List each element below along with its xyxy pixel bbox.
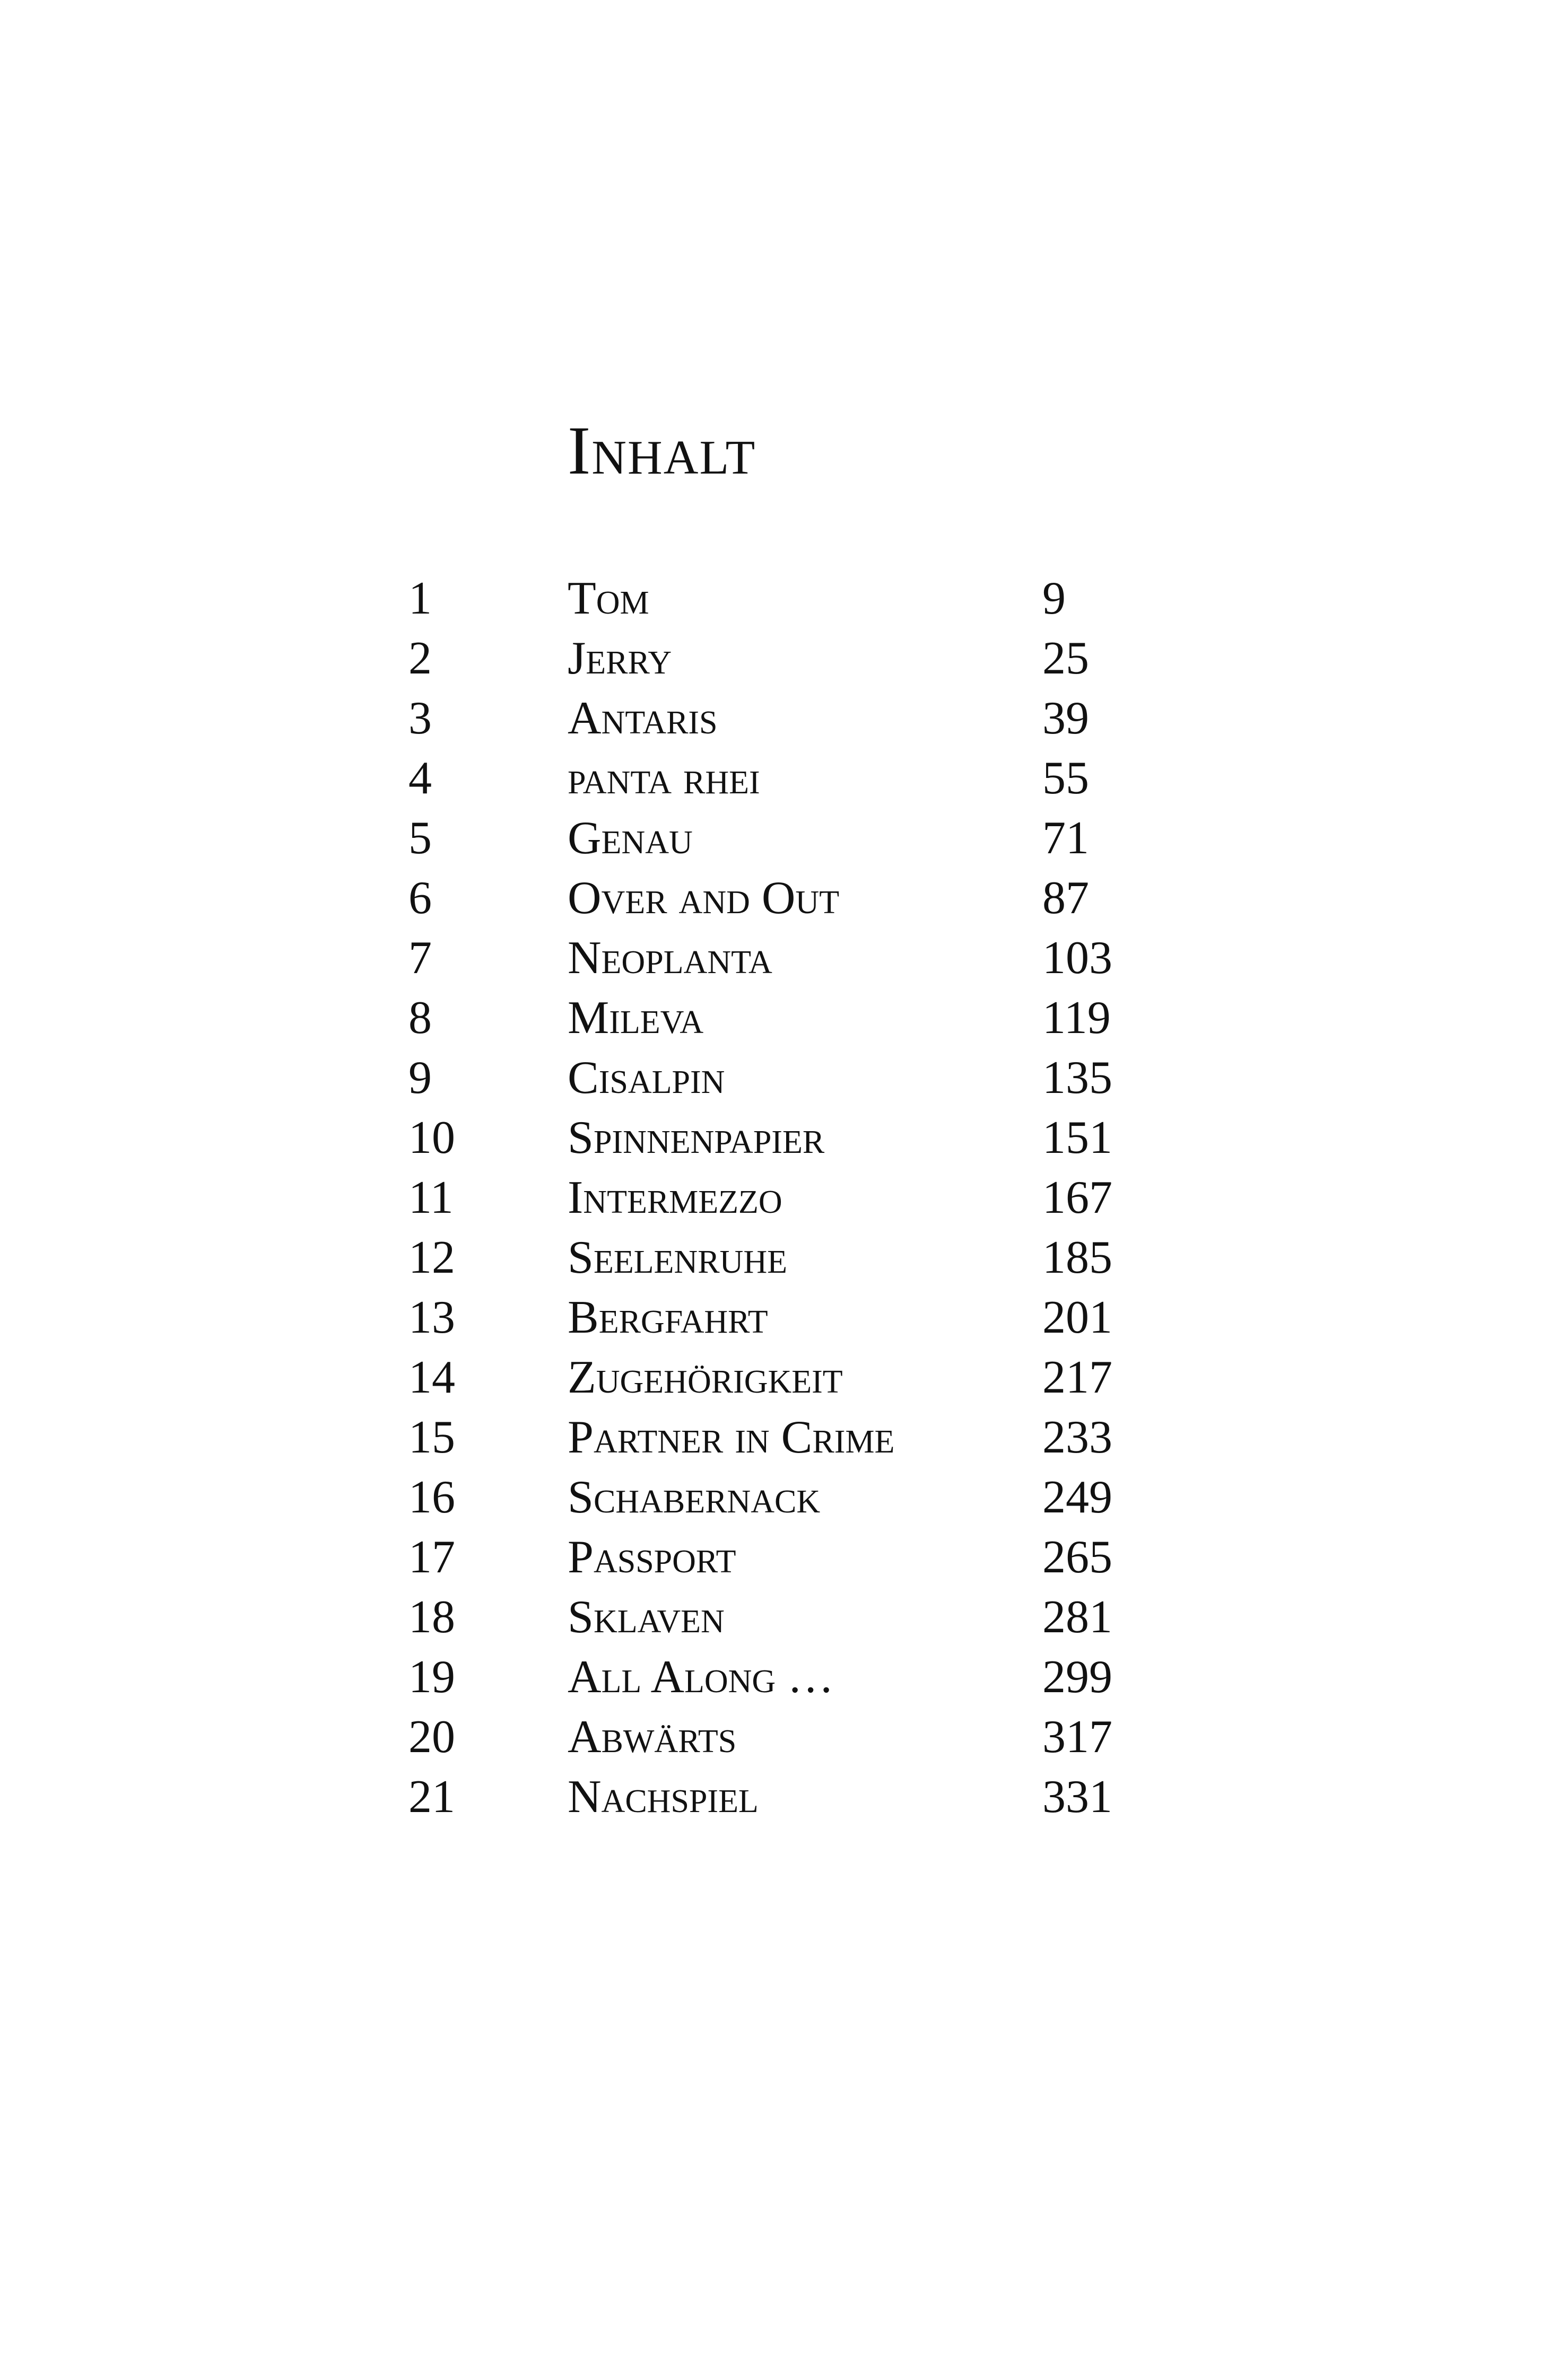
chapter-title: Partner in Crime (568, 1412, 895, 1463)
page-number: 281 (1042, 1591, 1112, 1643)
chapter-number: 7 (408, 932, 432, 984)
chapter-number: 17 (408, 1532, 455, 1583)
chapter-title: Intermezzo (568, 1172, 782, 1223)
chapter-title: All Along … (568, 1651, 834, 1703)
chapter-title: Zugehörigkeit (568, 1352, 843, 1403)
page-number: 217 (1042, 1352, 1112, 1403)
page-number: 71 (1042, 812, 1089, 864)
page-number: 103 (1042, 932, 1112, 984)
page-number: 233 (1042, 1412, 1112, 1463)
chapter-title: Spinnenpapier (568, 1112, 825, 1163)
chapter-title: panta rhei (568, 752, 760, 804)
toc-entry (0, 808, 1567, 868)
page-number: 55 (1042, 752, 1089, 804)
chapter-number: 8 (408, 992, 432, 1044)
page-number: 39 (1042, 693, 1089, 744)
toc-entry (0, 568, 1567, 628)
chapter-number: 4 (408, 752, 432, 804)
chapter-number: 9 (408, 1052, 432, 1104)
chapter-title: Nachspiel (568, 1771, 759, 1823)
page-title: Inhalt (568, 413, 756, 489)
toc-entry (0, 1108, 1567, 1168)
toc-entry (0, 1647, 1567, 1707)
toc-entry (0, 928, 1567, 988)
toc-entry (0, 868, 1567, 928)
chapter-number: 15 (408, 1412, 455, 1463)
page-number: 201 (1042, 1292, 1112, 1343)
page-number: 317 (1042, 1711, 1112, 1763)
chapter-number: 2 (408, 633, 432, 684)
chapter-number: 1 (408, 573, 432, 624)
page-number: 9 (1042, 573, 1066, 624)
toc-entry (0, 1348, 1567, 1407)
toc-entry (0, 1467, 1567, 1527)
toc-entry (0, 1707, 1567, 1767)
chapter-number: 21 (408, 1771, 455, 1823)
chapter-title: Antaris (568, 693, 718, 744)
chapter-title: Passport (568, 1532, 736, 1583)
chapter-title: Bergfahrt (568, 1292, 768, 1343)
chapter-number: 20 (408, 1711, 455, 1763)
chapter-number: 14 (408, 1352, 455, 1403)
table-of-contents (0, 568, 1567, 1827)
chapter-number: 13 (408, 1292, 455, 1343)
toc-entry (0, 1407, 1567, 1467)
toc-entry (0, 988, 1567, 1048)
page-number: 151 (1042, 1112, 1112, 1163)
chapter-title: Neoplanta (568, 932, 772, 984)
chapter-title: Tom (568, 573, 649, 624)
toc-entry (0, 628, 1567, 688)
toc-entry (0, 1048, 1567, 1108)
toc-entry (0, 748, 1567, 808)
page-number: 265 (1042, 1532, 1112, 1583)
toc-entry (0, 1228, 1567, 1288)
chapter-title: Abwärts (568, 1711, 737, 1763)
chapter-title: Sklaven (568, 1591, 725, 1643)
chapter-number: 12 (408, 1232, 455, 1283)
page-number: 299 (1042, 1651, 1112, 1703)
page-number: 87 (1042, 872, 1089, 924)
chapter-title: Mileva (568, 992, 704, 1044)
chapter-title: Jerry (568, 633, 672, 684)
chapter-number: 6 (408, 872, 432, 924)
chapter-title: Genau (568, 812, 693, 864)
toc-entry (0, 1288, 1567, 1348)
page-number: 135 (1042, 1052, 1112, 1104)
chapter-title: Cisalpin (568, 1052, 725, 1104)
chapter-title: Seelenruhe (568, 1232, 787, 1283)
page-number: 25 (1042, 633, 1089, 684)
chapter-number: 10 (408, 1112, 455, 1163)
toc-entry (0, 1587, 1567, 1647)
toc-entry (0, 688, 1567, 748)
page-number: 249 (1042, 1472, 1112, 1523)
toc-entry (0, 1527, 1567, 1587)
toc-entry (0, 1767, 1567, 1827)
page-number: 185 (1042, 1232, 1112, 1283)
chapter-number: 5 (408, 812, 432, 864)
chapter-title: Over and Out (568, 872, 840, 924)
chapter-number: 19 (408, 1651, 455, 1703)
chapter-number: 11 (408, 1172, 454, 1223)
chapter-number: 18 (408, 1591, 455, 1643)
page-number: 119 (1042, 992, 1111, 1044)
toc-entry (0, 1168, 1567, 1228)
chapter-number: 3 (408, 693, 432, 744)
page-number: 331 (1042, 1771, 1112, 1823)
chapter-title: Schabernack (568, 1472, 821, 1523)
page-number: 167 (1042, 1172, 1112, 1223)
chapter-number: 16 (408, 1472, 455, 1523)
